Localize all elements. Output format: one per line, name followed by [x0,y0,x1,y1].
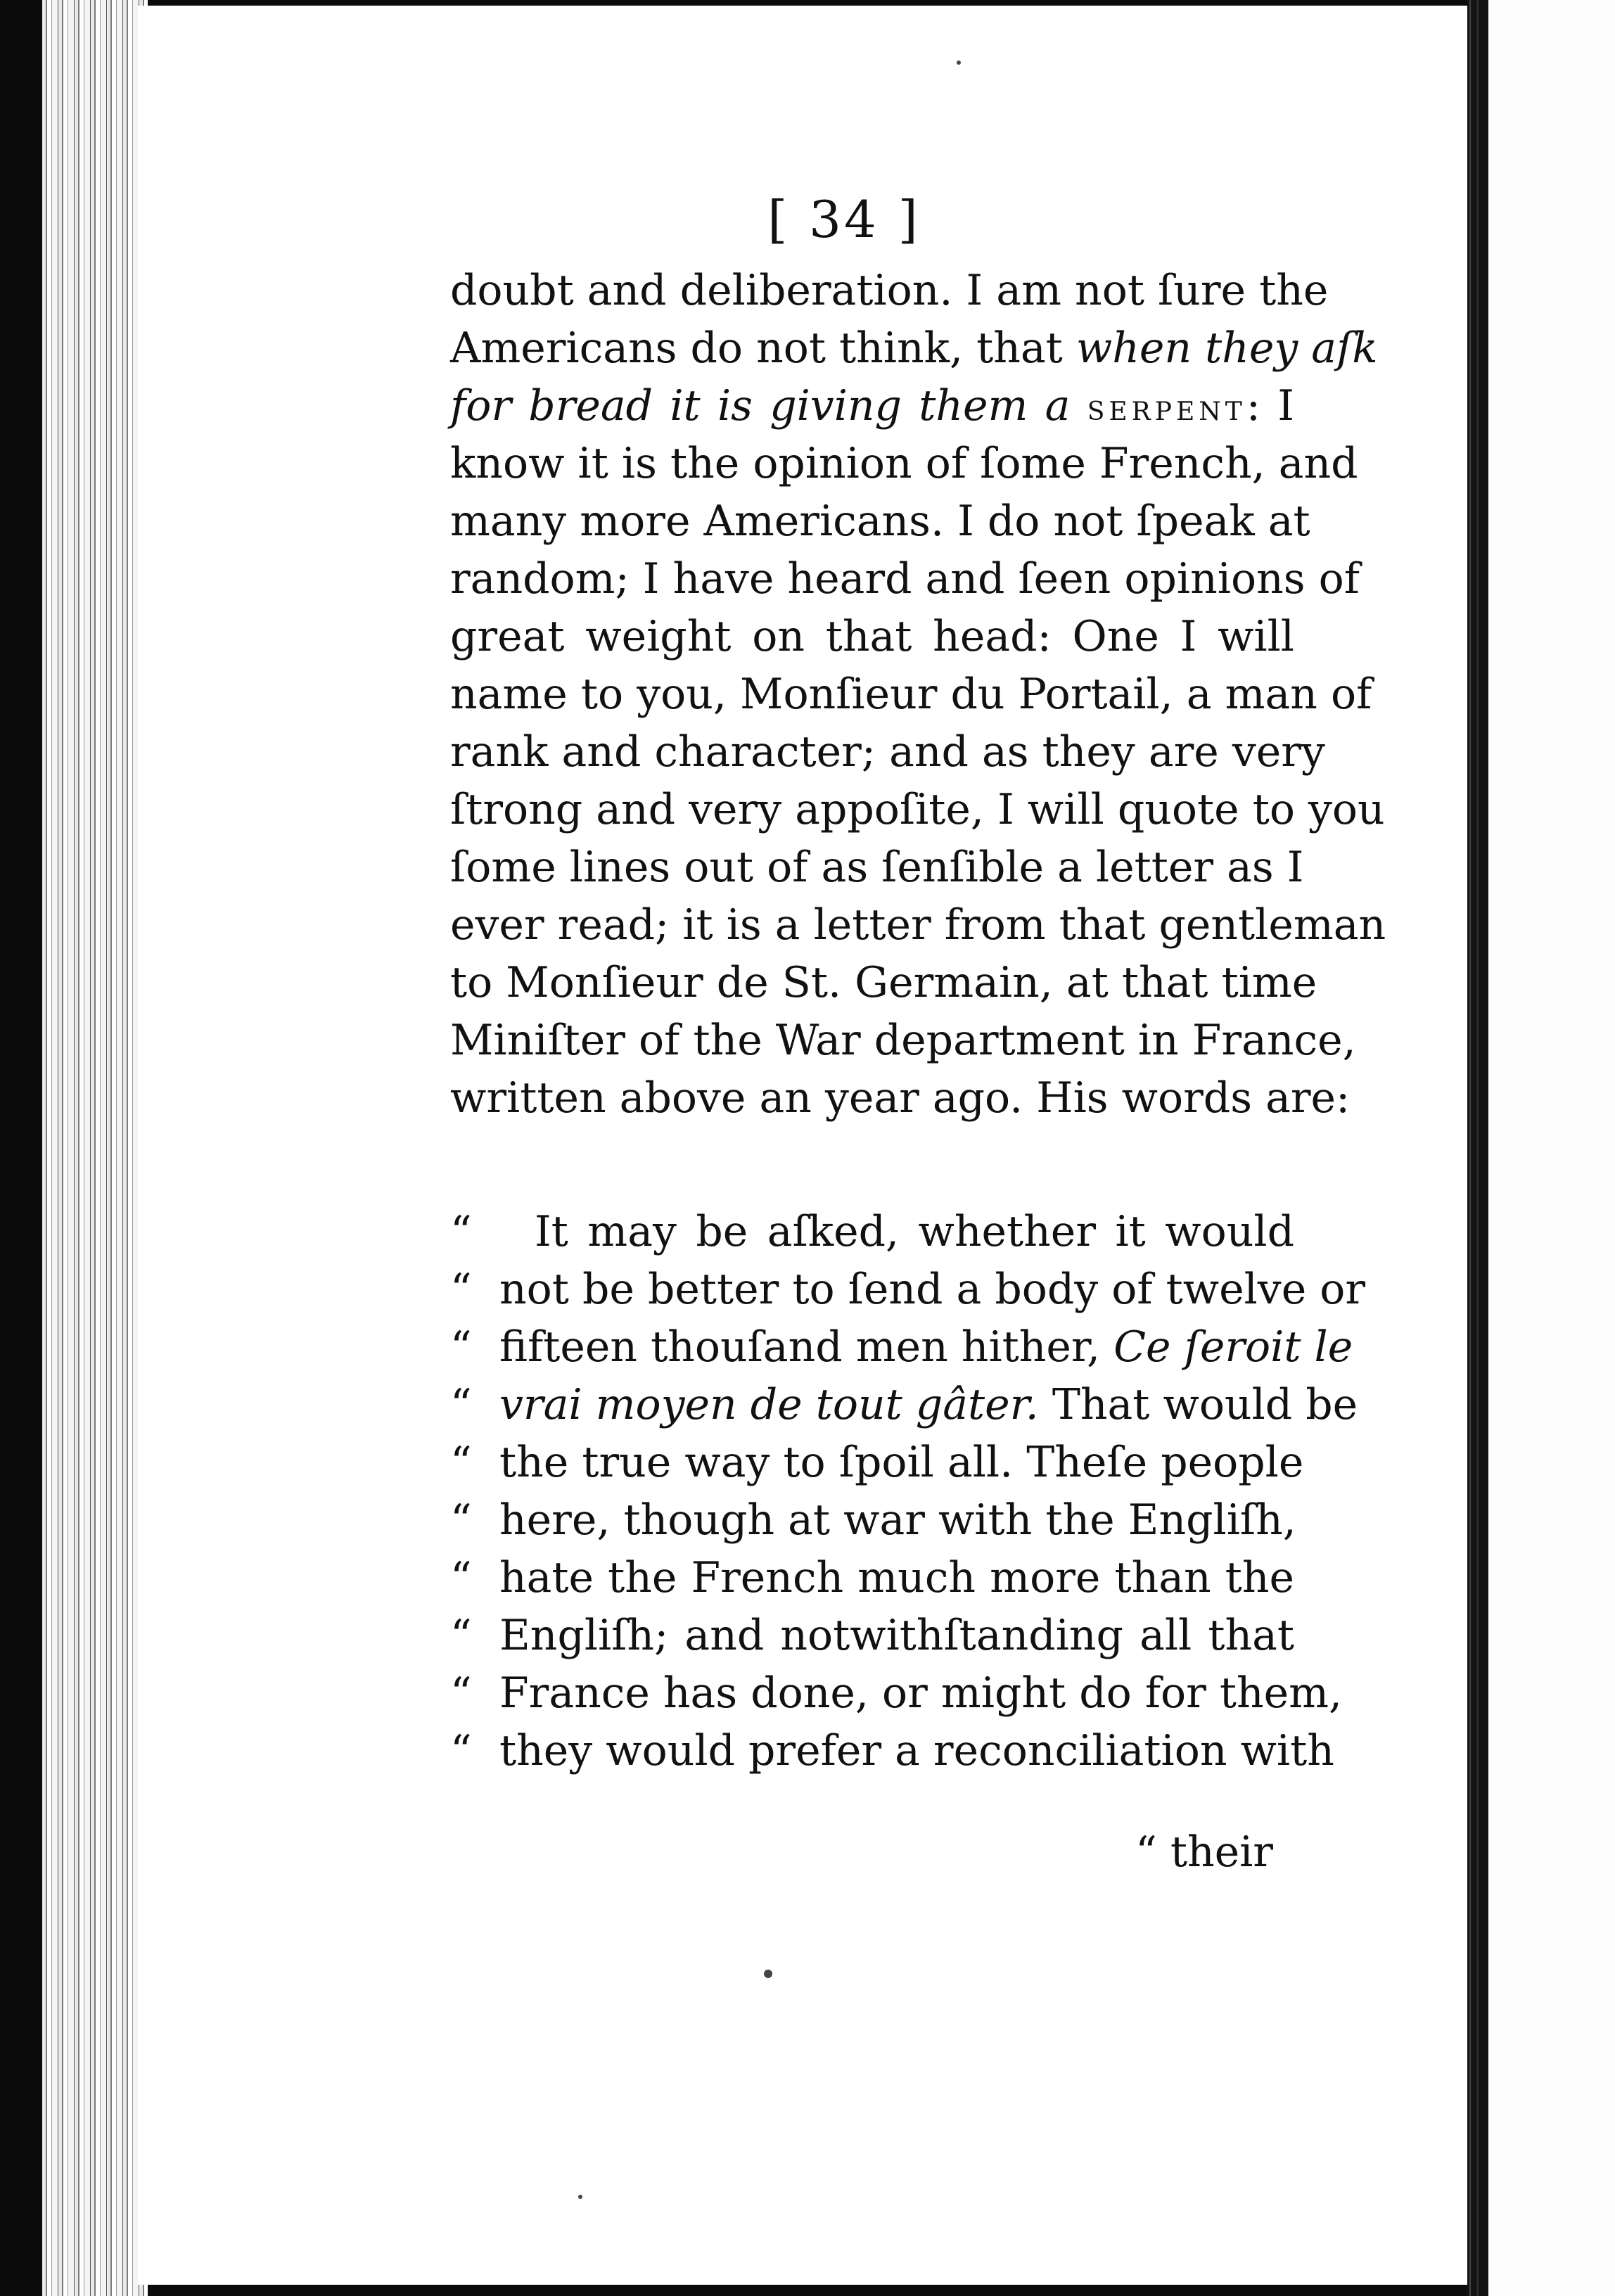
quote-mark: “ [450,1669,472,1718]
main-paragraph [450,262,1386,1127]
text-line [450,608,1294,665]
text-run: doubt and deliberation. I am not ſure the [450,266,1329,315]
small-caps-text: serpent [1087,387,1246,429]
text-run: random; I have heard and ſeen opinions of [450,554,1360,604]
text-run: fifteen thouſand men hither, [499,1322,1114,1372]
quote-mark: “ [450,1380,472,1429]
text-line [450,723,1325,781]
quotation-line [450,1376,1358,1434]
text-line [450,954,1317,1012]
text-run: the true way to ſpoil all. Theſe people [499,1438,1304,1487]
text-run: great weight on that head: One I will [450,612,1294,661]
quote-mark: “ [450,1438,472,1487]
quote-mark: “ [450,1726,472,1775]
quotation-line [450,1318,1353,1376]
text-run: France has done, or might do for them, [499,1669,1343,1718]
text-run: ſome lines out of as ſenſible a letter as I [450,843,1304,892]
text-run: written above an year ago. His words are: [450,1073,1351,1123]
text-run: many more Americans. I do not ſpeak at [450,497,1310,546]
ink-speck [957,60,961,65]
text-line [450,1069,1351,1127]
text-run: ſtrong and very appoſite, I will quote to you [450,785,1385,834]
text-line [450,319,1378,377]
text-run: ever read; it is a letter from that gentleman [450,900,1386,950]
text-line [450,896,1386,954]
text-line [450,781,1385,838]
page-number: [ 34 ] [767,190,921,249]
text-run: they would prefer a reconciliation with [499,1726,1334,1775]
text-line [450,492,1310,550]
italic-text: Ce ſeroit le [1113,1322,1353,1372]
ink-speck [578,2195,582,2199]
text-line [450,838,1304,896]
quotation-line [450,1491,1294,1549]
ink-speck [764,1970,772,1978]
quote-mark: “ [450,1265,472,1314]
text-line [450,1012,1356,1069]
text-run: : I [1246,381,1294,431]
text-line [450,377,1294,435]
quote-mark: “ [450,1207,472,1256]
text-run: That would be [1038,1380,1358,1429]
italic-text: for bread it is giving them a [450,381,1087,431]
quote-mark: “ [450,1611,472,1660]
catchword: “ their [1135,1828,1273,1877]
quotation-line [450,1549,1294,1607]
text-line [450,665,1372,723]
text-line [450,550,1360,608]
text-line [450,435,1358,492]
text-run: Americans do not think, that [450,324,1076,373]
text-run: know it is the opinion of ſome French, and [450,439,1358,488]
italic-text: vrai moyen de tout gâter. [499,1380,1039,1429]
quotation-line [450,1434,1304,1491]
text-run: not be better to ſend a body of twelve or [499,1265,1366,1314]
text-run: It may be aſked, whether it would [535,1207,1294,1256]
quotation-line [450,1607,1294,1664]
italic-text: when they aſk [1075,324,1378,373]
quote-mark: “ [450,1495,472,1545]
text-run: here, though at war with the Engliſh, [499,1495,1296,1545]
quotation-block [450,1203,1366,1780]
text-run: Miniſter of the War department in France, [450,1016,1356,1065]
binding-shadow [1467,0,1488,2296]
quote-mark: “ [450,1322,472,1372]
text-run: to Monſieur de St. Germain, at that time [450,958,1317,1007]
quote-mark: “ [450,1553,472,1602]
text-run: name to you, Monſieur du Portail, a man of [450,670,1372,719]
text-line [450,262,1329,319]
text-run: hate the French much more than the [499,1553,1294,1602]
quotation-line [450,1722,1334,1780]
quotation-line [450,1203,1294,1261]
quotation-line [450,1664,1343,1722]
text-run: rank and character; and as they are very [450,727,1325,777]
text-run: Engliſh; and notwithſtanding all that [499,1611,1294,1660]
facing-page-edge [1488,0,1615,2296]
page-stack-edge [42,0,148,2296]
quotation-line [450,1261,1366,1318]
